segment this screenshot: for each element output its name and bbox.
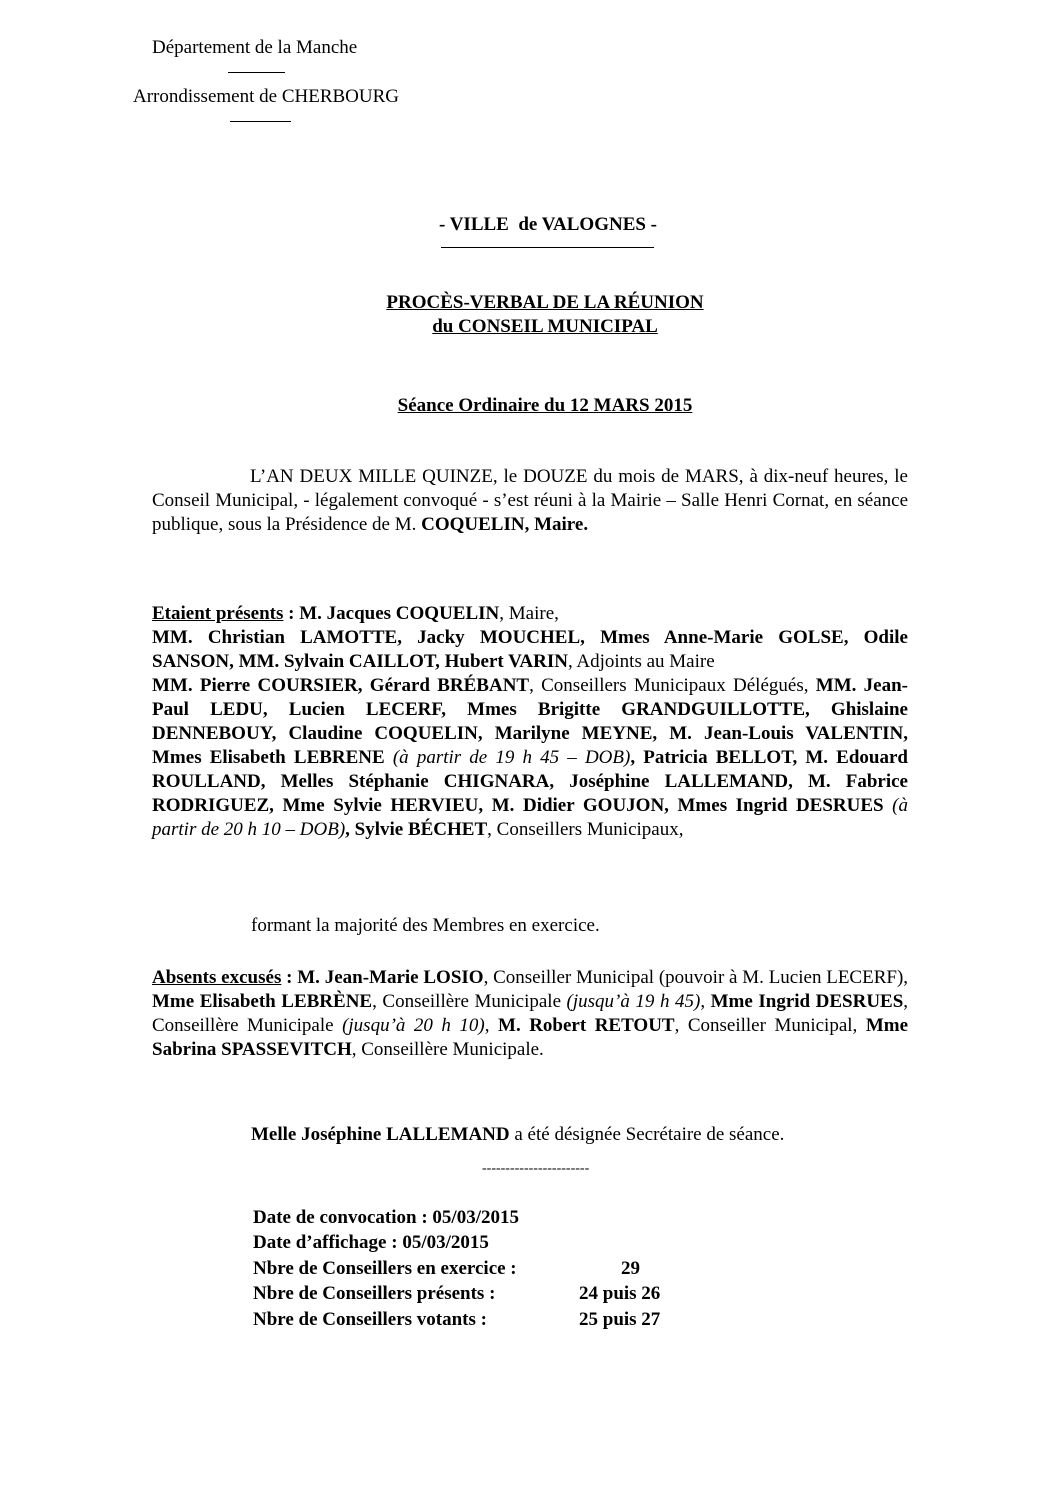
info-label: Date de convocation : 05/03/2015 [253, 1207, 519, 1228]
info-row [253, 1308, 661, 1332]
presents-conseillers-1: MM. Jean-Paul LEDU, Lucien LECERF, Mmes Brigitte GRANDGUILLOTTE, Ghislaine DENNEBOUY, Claudine COQUELIN, Marilyne MEYNE, M. Jean-Louis VALENTIN, Mmes Elisabeth LEBRENE [152, 675, 908, 768]
info-label: Date d’affichage : 05/03/2015 [253, 1232, 489, 1253]
separator-dashes: ----------------------- [482, 1161, 590, 1176]
absent-1: M. Jean-Marie LOSIO [297, 967, 484, 988]
town-title: - VILLE de VALOGNES - [438, 214, 658, 235]
absent-2-sep: , [700, 991, 711, 1012]
secretary-line [251, 1123, 784, 1147]
presents-conseillers-role: , Conseillers Municipaux, [487, 819, 684, 840]
info-row [253, 1231, 489, 1255]
presents-delegues: MM. Pierre COURSIER, Gérard BRÉBANT [152, 675, 530, 696]
absent-3: Mme Ingrid DESRUES [710, 991, 904, 1012]
presents-conseillers-2: , Patricia BELLOT, M. Edouard ROULLAND, Melles Stéphanie CHIGNARA, Joséphine LALLEMAND, M. Fabrice RODRIGUEZ, Mme Sylvie HERVIEU, M. Didier GOUJON, Mmes Ingrid DESRUES [152, 747, 908, 816]
absent-2-role: , Conseillère Municipale [372, 991, 567, 1012]
presents-conseillers-3: , Sylvie BÉCHET [345, 819, 488, 840]
presents-mayor-role: , Maire, [499, 603, 559, 624]
presents-adjoints: MM. Christian LAMOTTE, Jacky MOUCHEL, Mmes Anne-Marie GOLSE, Odile SANSON, MM. Sylvain CAILLOT, Hubert VARIN [152, 627, 908, 672]
arrondissement-prefix: Arrondissement de [133, 86, 282, 107]
header-rule-1 [228, 72, 285, 73]
absent-1-role: , Conseiller Municipal (pouvoir à M. Lucien LECERF), [483, 967, 909, 988]
absents-colon: : [281, 967, 298, 988]
absent-5-role: , Conseillère Municipale. [351, 1039, 544, 1060]
absent-2-note: (jusqu’à 19 h 45) [566, 991, 701, 1012]
secretary-text: a été désignée Secrétaire de séance. [509, 1124, 785, 1145]
intro-paragraph [152, 465, 908, 537]
arrondissement-label [133, 85, 399, 109]
info-value: 29 [621, 1258, 640, 1279]
absent-4: M. Robert RETOUT [498, 1015, 675, 1036]
presents-label: Etaient présents [152, 603, 284, 624]
absents-paragraph [152, 966, 908, 1062]
absent-2: Mme Elisabeth LEBRÈNE [152, 991, 373, 1012]
absent-3-note: (jusqu’à 20 h 10) [342, 1015, 485, 1036]
presents-adjoints-role: , Adjoints au Maire [567, 651, 715, 672]
majority-line: formant la majorité des Membres en exercice. [251, 915, 600, 936]
intro-text: L’AN DEUX MILLE QUINZE, le DOUZE du mois de MARS, à dix-neuf heures, le Conseil Municipal, - légalement convoqué - s’est réuni à la Mairie – Salle Henri Cornat, en séance publique, sous la Présidence de M. [152, 466, 908, 535]
pv-title-line-1: PROCÈS-VERBAL DE LA RÉUNION [386, 292, 704, 313]
presents-paragraph [152, 602, 908, 842]
absent-3-role: , Conseillère Municipale [152, 991, 909, 1036]
info-value: 25 puis 27 [579, 1309, 661, 1330]
department-label: Département de la Manche [152, 37, 358, 58]
town-title-rule [441, 247, 654, 248]
arrondissement-name: CHERBOURG [281, 86, 399, 107]
presents-note-1: (à partir de 19 h 45 – DOB) [384, 747, 631, 768]
presents-colon: : [283, 603, 300, 624]
absent-4-role: , Conseiller Municipal, [674, 1015, 866, 1036]
info-label: Nbre de Conseillers présents : [253, 1283, 496, 1304]
absent-5: Mme Sabrina SPASSEVITCH [152, 1015, 909, 1060]
info-label: Nbre de Conseillers votants : [253, 1309, 487, 1330]
presents-mayor: M. Jacques COQUELIN [299, 603, 500, 624]
presents-delegues-role: , Conseillers Municipaux Délégués, [529, 675, 809, 696]
info-row [253, 1206, 519, 1230]
presents-note-2: (à partir de 20 h 10 – DOB) [152, 795, 909, 840]
intro-president: COQUELIN, Maire. [421, 514, 589, 535]
info-row [253, 1282, 661, 1306]
info-label: Nbre de Conseillers en exercice : [253, 1258, 517, 1279]
pv-title-line-2: du CONSEIL MUNICIPAL [432, 316, 658, 337]
secretary-name: Melle Joséphine LALLEMAND [251, 1124, 510, 1145]
info-value: 24 puis 26 [579, 1283, 661, 1304]
session-title: Séance Ordinaire du 12 MARS 2015 [397, 395, 693, 416]
absents-label: Absents excusés [152, 967, 282, 988]
info-row [253, 1257, 640, 1281]
header-rule-2 [230, 121, 291, 122]
absent-3-sep: , [484, 1015, 499, 1036]
